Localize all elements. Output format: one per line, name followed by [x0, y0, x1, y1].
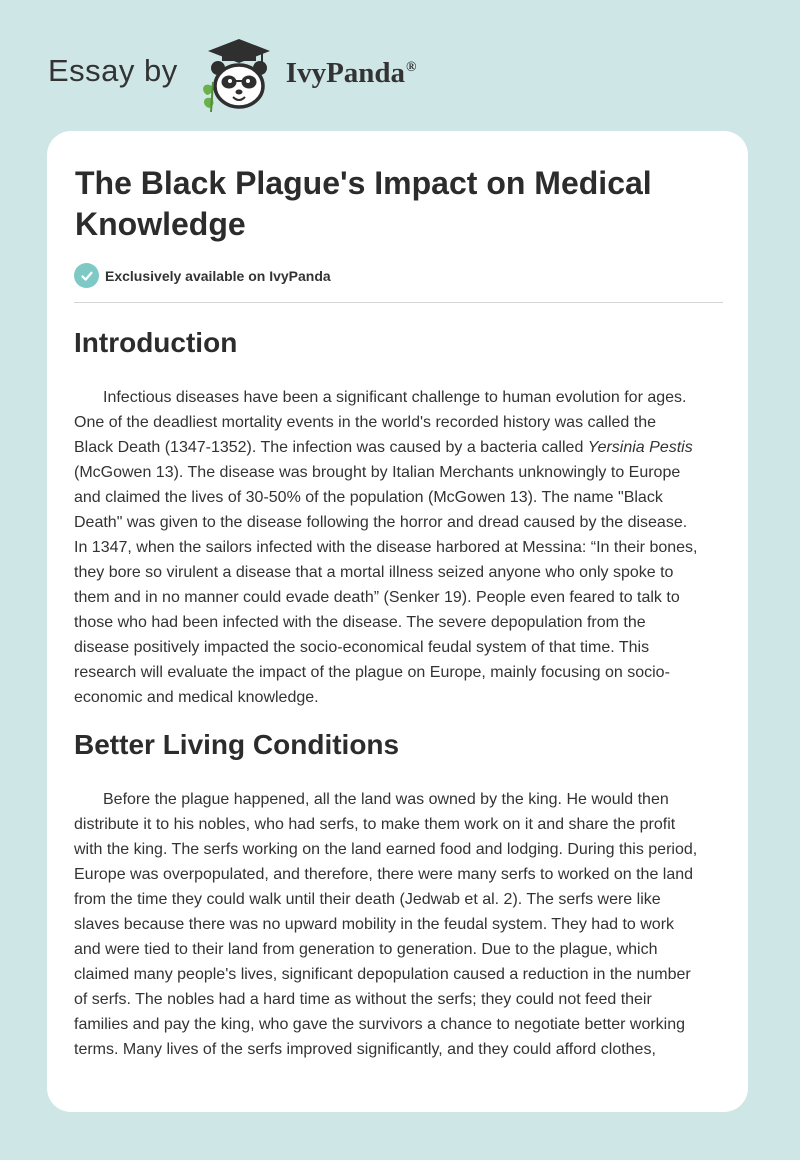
check-circle-icon	[74, 263, 99, 288]
paragraph-line: Black Death (1347-1352). The infection was caused by a bacteria called Yersinia Pestis	[74, 439, 693, 456]
essay-title: The Black Plague's Impact on Medical Knowledge	[75, 165, 652, 242]
better-living-conditions-paragraph	[74, 787, 722, 1062]
paragraph-line: economic and medical knowledge.	[74, 689, 319, 706]
paragraph-line: terms. Many lives of the serfs improved significantly, and they could afford clothes,	[74, 1041, 656, 1058]
introduction-paragraph	[74, 385, 722, 710]
paragraph-line: Before the plague happened, all the land was owned by the king. He would then	[103, 791, 669, 808]
divider	[74, 302, 723, 303]
brand-name: IvyPanda®	[285, 56, 417, 89]
panda-logo-icon	[194, 34, 284, 114]
paragraph-line: slaves because there was no upward mobility in the feudal system. They had to work	[74, 916, 675, 933]
paragraph-line: distribute it to his nobles, who had serfs, to make them work on it and share the profit	[74, 816, 676, 833]
paragraph-line: Death" was given to the disease following the horror and dread caused by the disease.	[74, 514, 688, 531]
paragraph-line: Infectious diseases have been a significant challenge to human evolution for ages.	[103, 389, 687, 406]
registered-mark: ®	[406, 59, 417, 75]
paragraph-line: One of the deadliest mortality events in the world's recorded history was called the	[74, 414, 657, 431]
exclusive-label: Exclusively available on IvyPanda	[105, 267, 331, 284]
paragraph-line: claimed many people's lives, significant depopulation caused a reduction in the number	[74, 966, 691, 983]
brand-prefix: Essay by	[48, 53, 178, 88]
paragraph-line: with the king. The serfs working on the land earned food and lodging. During this period,	[74, 841, 698, 858]
paragraph-line: of serfs. The nobles had a hard time as without the serfs; they could not feed their	[74, 991, 652, 1008]
paragraph-line: (McGowen 13). The disease was brought by Italian Merchants unknowingly to Europe	[74, 464, 681, 481]
italic-term: Yersinia Pestis	[587, 439, 693, 456]
paragraph-line: from the time they could walk until their death (Jedwab et al. 2). The serfs were like	[74, 891, 661, 908]
paragraph-line: Europe was overpopulated, and therefore, there were many serfs to worked on the land	[74, 866, 694, 883]
paragraph-line: those who had been infected with the disease. The severe depopulation from the	[74, 614, 646, 631]
paragraph-line: and claimed the lives of 30-50% of the population (McGowen 13). The name "Black	[74, 489, 663, 506]
paragraph-line: research will evaluate the impact of the plague on Europe, mainly focusing on socio-	[74, 664, 670, 681]
brand-header	[48, 34, 417, 114]
exclusive-badge	[74, 263, 331, 288]
section-heading-better-living-conditions: Better Living Conditions	[74, 729, 400, 760]
paragraph-line: disease positively impacted the socio-economical feudal system of that time. This	[74, 639, 650, 656]
paragraph-line: and were tied to their land from generation to generation. Due to the plague, which	[74, 941, 658, 958]
paragraph-line: In 1347, when the sailors infected with the disease harbored at Messina: “In their bones,	[74, 539, 698, 556]
paragraph-line: they bore so virulent a disease that a mortal illness seized anyone who only spoke to	[74, 564, 674, 581]
essay-card	[47, 131, 748, 1112]
paragraph-line: them and in no manner could evade death” (Senker 19). People even feared to talk to	[74, 589, 680, 606]
paragraph-line: families and pay the king, who gave the survivors a chance to negotiate better working	[74, 1016, 686, 1033]
section-heading-introduction: Introduction	[74, 327, 238, 358]
